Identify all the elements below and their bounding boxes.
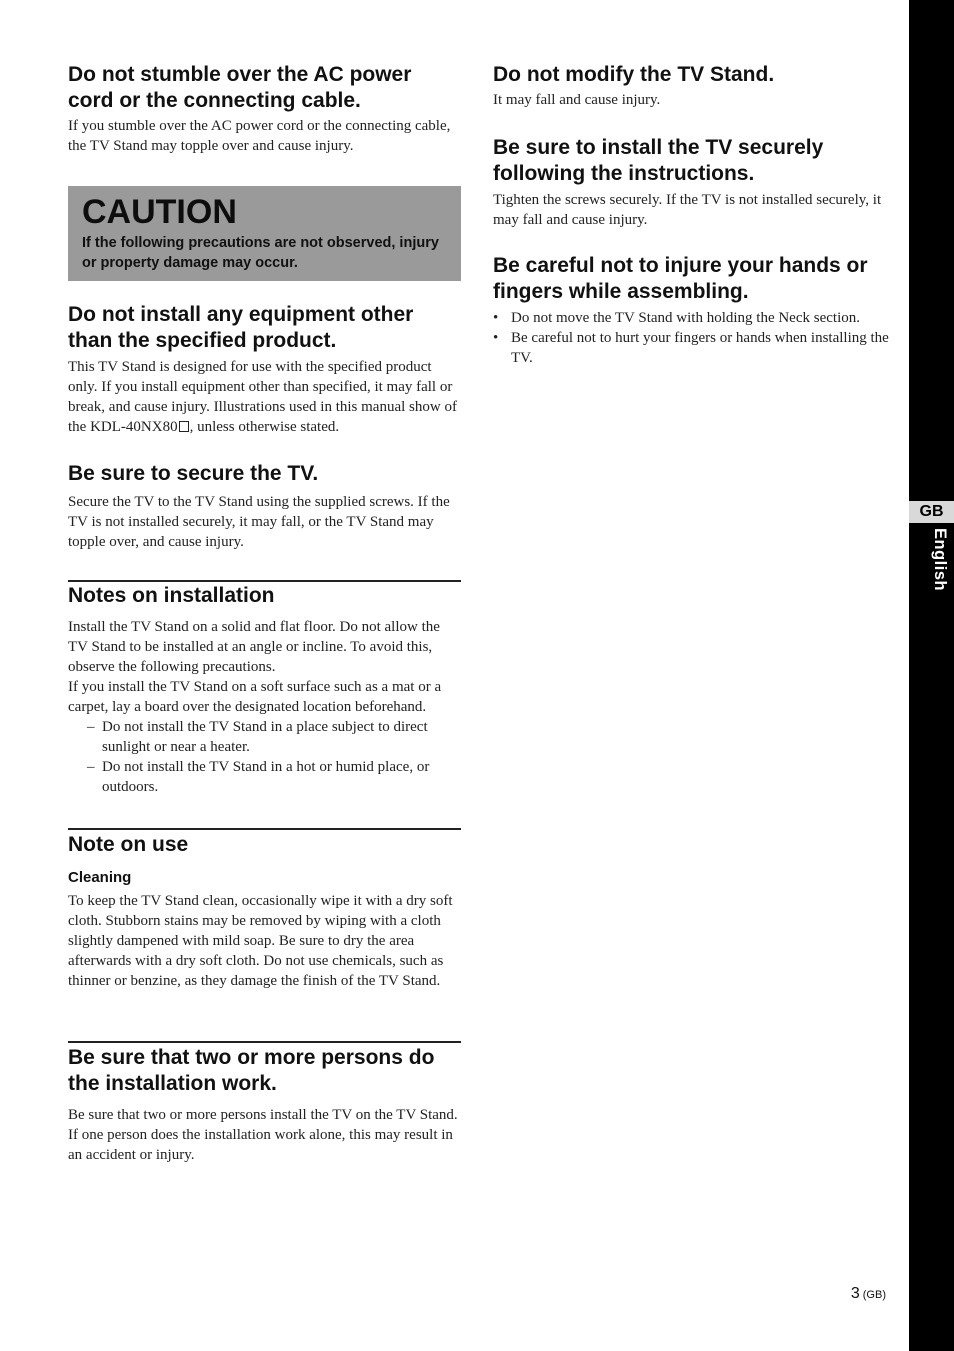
list-item <box>493 328 893 368</box>
modify-heading: Do not modify the TV Stand. <box>493 63 775 86</box>
section-divider <box>68 828 461 830</box>
two-persons-body: Be sure that two or more persons install the TV on the TV Stand. If one person does the installation work alone, this may result in an accident or injury. <box>68 1107 458 1163</box>
section-divider <box>68 580 461 582</box>
page-number-value: 3 <box>850 1285 860 1302</box>
cleaning-subheading: Cleaning <box>68 868 132 886</box>
caution-box <box>68 186 461 281</box>
list-item <box>68 717 461 757</box>
install-securely-heading: Be sure to install the TV securely following the instructions. <box>493 136 824 185</box>
secure-heading: Be sure to secure the TV. <box>68 462 319 485</box>
equipment-body-text: This TV Stand is designed for use with the specified product only. If you install equipment other than specified, it may fall or break, and cause injury. Illustrations used in this manual show of the KDL-40NX80 <box>68 359 457 435</box>
modify-section <box>493 62 893 110</box>
list-item <box>68 757 461 797</box>
list-item <box>493 308 893 328</box>
equipment-section <box>68 302 461 437</box>
caution-text: If the following precautions are not observed, injury or property damage may occur. <box>82 235 439 271</box>
dash-marker: – <box>87 718 95 735</box>
bullet-marker: • <box>493 330 499 346</box>
equipment-heading: Do not install any equipment other than the specified product. <box>68 303 414 352</box>
cleaning-body: To keep the TV Stand clean, occasionally wipe it with a dry soft cloth. Stubborn stains may be removed by wiping with a cloth slightly dampened with mild soap. Be sure to dry the area afterwards with a dry soft cloth. Do not use chemicals, such as thinner or benzine, as they damage the finish of the TV Stand. <box>68 892 453 989</box>
page-number <box>851 1285 886 1303</box>
square-symbol-icon <box>179 421 189 432</box>
list-item-text: Do not move the TV Stand with holding the Neck section. <box>511 310 860 326</box>
hands-section <box>493 253 893 368</box>
list-item-text: Be careful not to hurt your fingers or hands when installing the TV. <box>511 330 889 366</box>
stumble-heading: Do not stumble over the AC power cord or the connecting cable. <box>68 63 412 112</box>
installation-notes-section <box>68 583 461 797</box>
install-securely-section <box>493 135 893 230</box>
secure-body: Secure the TV to the TV Stand using the supplied screws. If the TV is not installed securely, it may fall, or the TV Stand may topple over, and cause injury. <box>68 493 450 550</box>
hands-list <box>493 308 893 368</box>
install-securely-body: Tighten the screws securely. If the TV is not installed securely, it may fall and cause injury. <box>493 192 882 228</box>
installation-notes-para1: Install the TV Stand on a solid and flat floor. Do not allow the TV Stand to be installed at an angle or incline. To avoid this, observe the following precautions. <box>68 618 440 675</box>
installation-notes-heading: Notes on installation <box>68 584 275 607</box>
language-sidebar <box>909 0 954 1351</box>
equipment-body <box>68 357 461 437</box>
list-item-text: Do not install the TV Stand in a hot or humid place, or outdoors. <box>102 758 430 795</box>
list-item-text: Do not install the TV Stand in a place subject to direct sunlight or near a heater. <box>102 718 428 755</box>
page-number-suffix: (GB) <box>862 1289 886 1301</box>
two-persons-heading: Be sure that two or more persons do the installation work. <box>68 1046 435 1095</box>
equipment-body-tail: , unless otherwise stated. <box>189 419 340 435</box>
two-persons-section <box>68 1045 461 1165</box>
dash-marker: – <box>87 758 95 775</box>
bullet-marker: • <box>493 310 499 326</box>
note-on-use-section <box>68 832 461 991</box>
secure-section <box>68 461 461 552</box>
hands-heading: Be careful not to injure your hands or fingers while assembling. <box>493 254 868 303</box>
language-label: English <box>931 528 949 592</box>
section-divider <box>68 1041 461 1043</box>
language-tab: GB <box>909 501 954 523</box>
stumble-section <box>68 62 461 156</box>
modify-body: It may fall and cause injury. <box>493 91 661 108</box>
caution-title: CAUTION <box>82 193 237 231</box>
stumble-body: If you stumble over the AC power cord or the connecting cable, the TV Stand may topple over and cause injury. <box>68 118 451 154</box>
installation-notes-para2: If you install the TV Stand on a soft surface such as a mat or a carpet, lay a board over the designated location beforehand. <box>68 678 442 715</box>
installation-notes-list <box>68 717 461 797</box>
note-on-use-heading: Note on use <box>68 833 189 856</box>
